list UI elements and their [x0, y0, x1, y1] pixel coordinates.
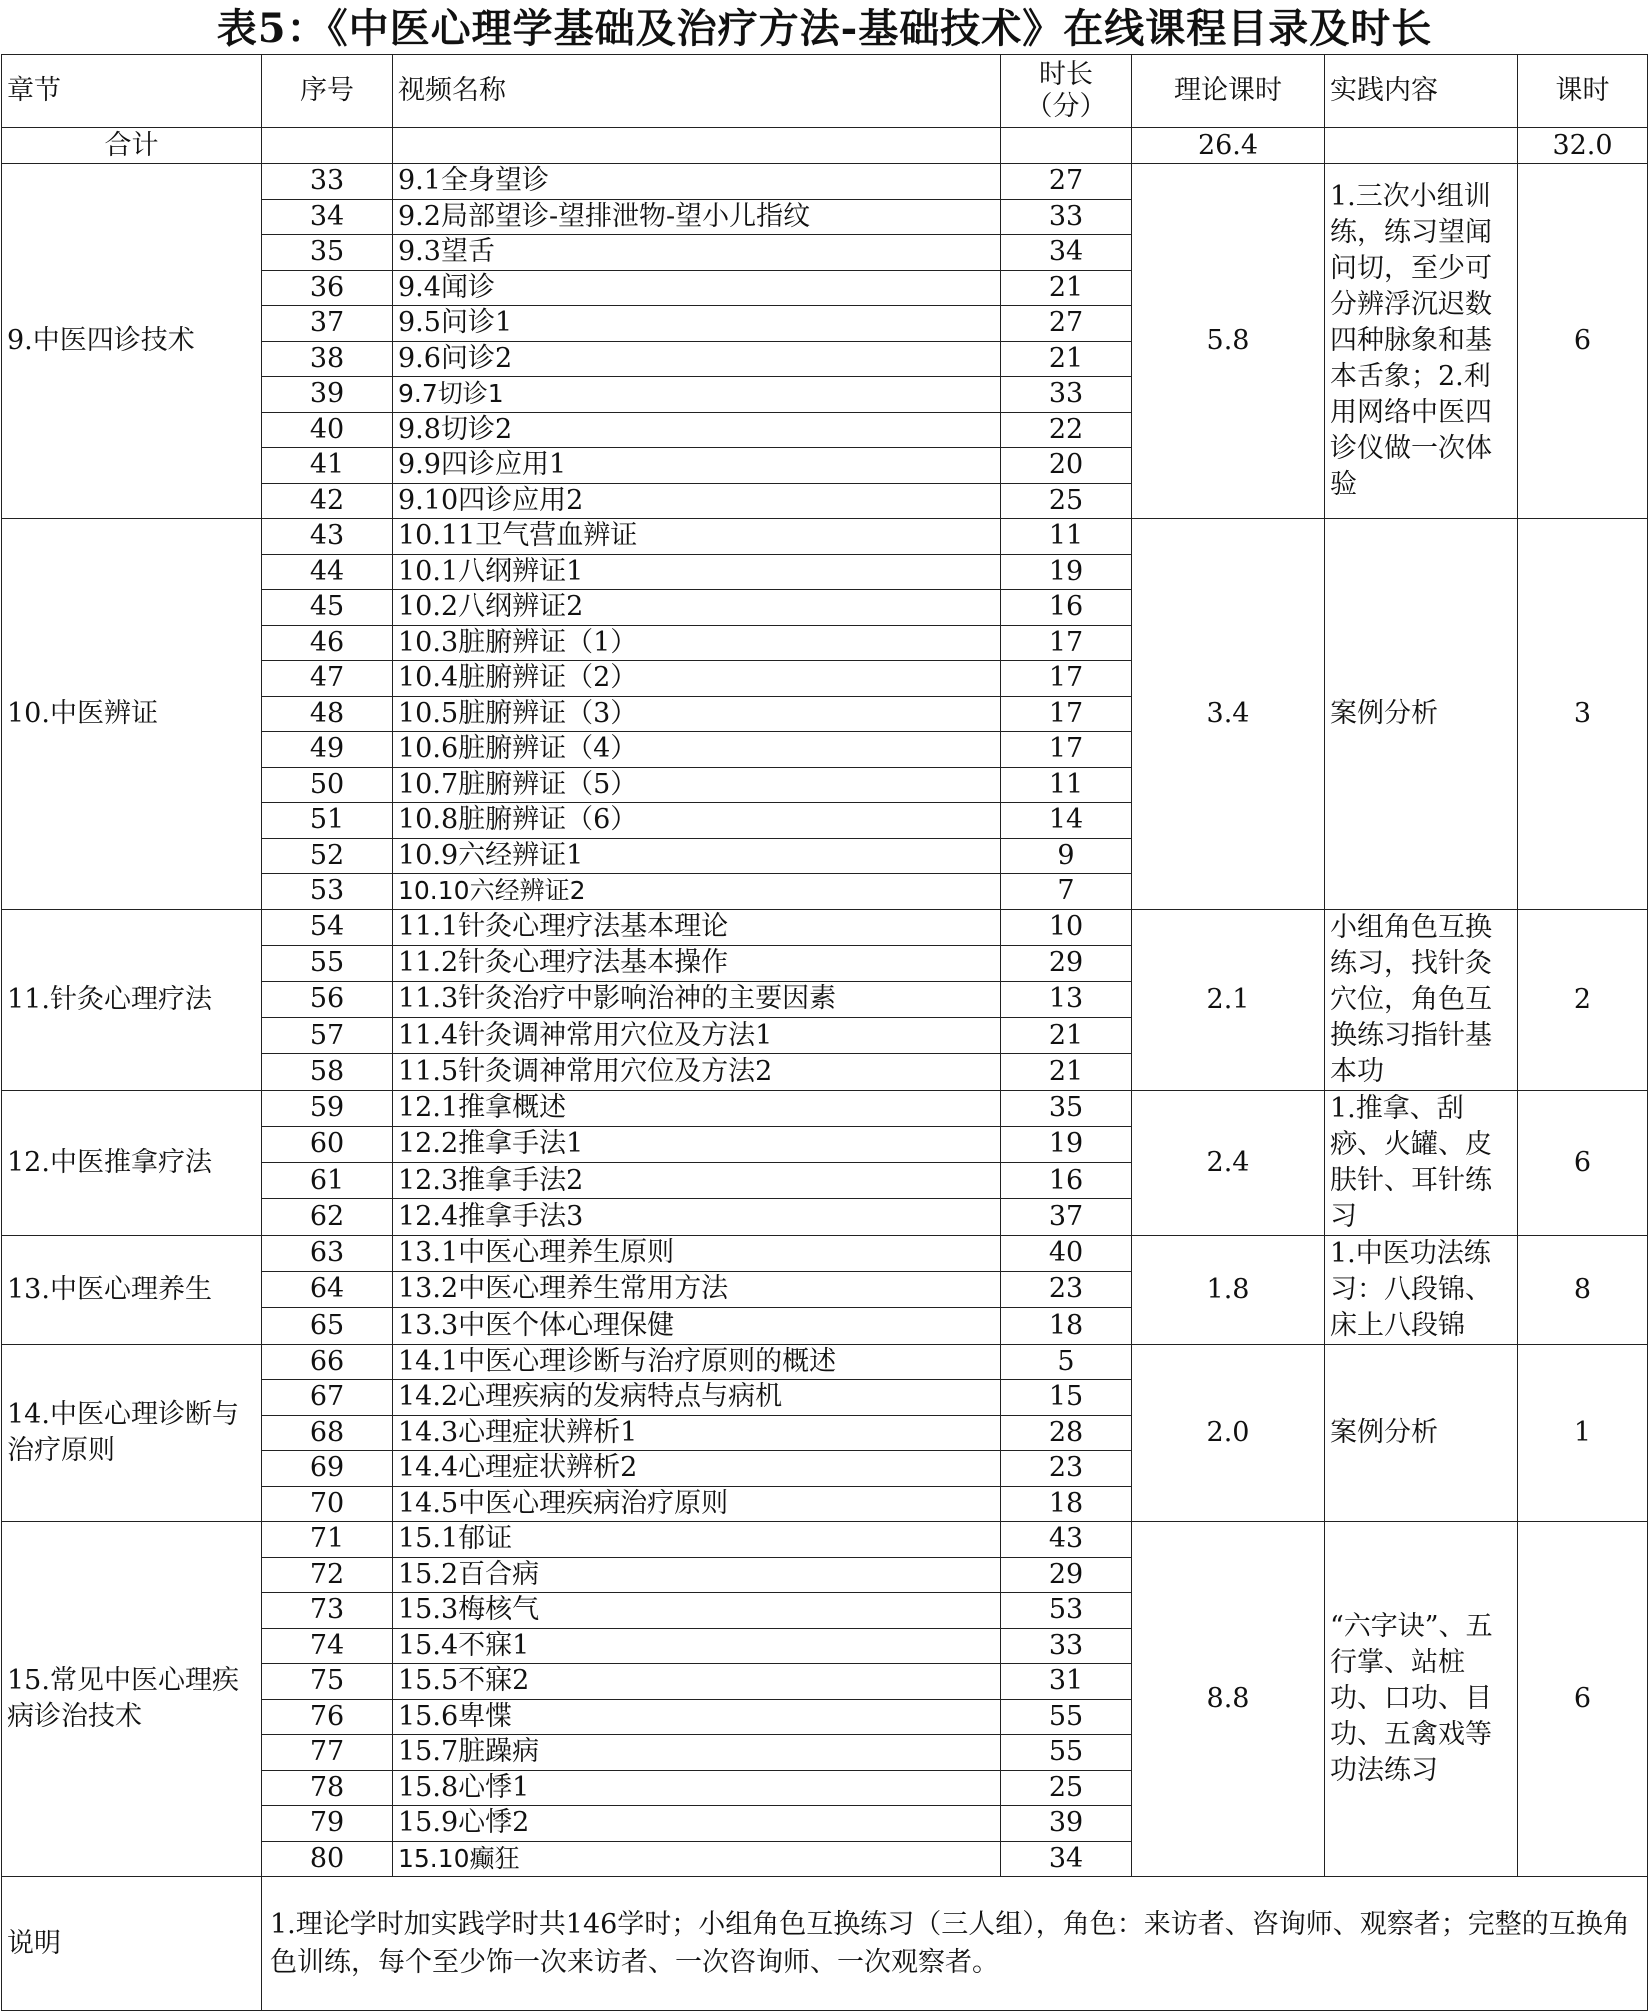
- video-name-cell: 9.8切诊2: [393, 412, 1001, 448]
- seq-cell: 58: [262, 1054, 393, 1090]
- seq-cell: 43: [262, 519, 393, 555]
- seq-cell: 33: [262, 164, 393, 200]
- duration-cell: 16: [1001, 590, 1132, 626]
- video-name-cell: 9.9四诊应用1: [393, 448, 1001, 484]
- seq-cell: 65: [262, 1308, 393, 1344]
- chapter-cell: 10.中医辨证: [2, 519, 262, 910]
- duration-cell: 15: [1001, 1380, 1132, 1416]
- video-name-cell: 10.1八纲辨证1: [393, 554, 1001, 590]
- duration-cell: 21: [1001, 270, 1132, 306]
- duration-cell: 18: [1001, 1308, 1132, 1344]
- seq-cell: 62: [262, 1199, 393, 1235]
- header-theory: 理论课时: [1132, 55, 1325, 128]
- seq-cell: 55: [262, 945, 393, 981]
- video-name-cell: 9.1全身望诊: [393, 164, 1001, 200]
- video-name-cell: 13.1中医心理养生原则: [393, 1235, 1001, 1271]
- video-name-cell: 12.3推拿手法2: [393, 1163, 1001, 1199]
- total-empty-practice: [1325, 128, 1518, 164]
- header-duration: [1001, 55, 1132, 128]
- duration-cell: 55: [1001, 1735, 1132, 1771]
- total-row: [2, 128, 1648, 164]
- duration-cell: 19: [1001, 554, 1132, 590]
- duration-cell: 37: [1001, 1199, 1132, 1235]
- practice-cell: 1.推拿、刮痧、火罐、皮肤针、耳针练习: [1325, 1090, 1518, 1235]
- header-video: 视频名称: [393, 55, 1001, 128]
- duration-cell: 22: [1001, 412, 1132, 448]
- seq-cell: 75: [262, 1664, 393, 1700]
- seq-cell: 36: [262, 270, 393, 306]
- video-name-cell: 15.3梅核气: [393, 1593, 1001, 1629]
- hours-cell: 3: [1518, 519, 1648, 910]
- practice-cell: “六字诀”、五行掌、站桩功、口功、目功、五禽戏等功法练习: [1325, 1522, 1518, 1877]
- duration-cell: 17: [1001, 696, 1132, 732]
- total-empty-duration: [1001, 128, 1132, 164]
- seq-cell: 67: [262, 1380, 393, 1416]
- video-name-cell: 10.10六经辨证2: [393, 874, 1001, 910]
- duration-cell: 23: [1001, 1451, 1132, 1487]
- seq-cell: 42: [262, 483, 393, 519]
- practice-cell: 案例分析: [1325, 519, 1518, 910]
- seq-cell: 52: [262, 838, 393, 874]
- header-duration-line1: 时长: [1039, 59, 1093, 90]
- hours-cell: 6: [1518, 164, 1648, 519]
- seq-cell: 47: [262, 661, 393, 697]
- seq-cell: 35: [262, 235, 393, 271]
- table-row: [2, 164, 1648, 200]
- duration-cell: 21: [1001, 1018, 1132, 1054]
- seq-cell: 38: [262, 341, 393, 377]
- video-name-cell: 15.8心悸1: [393, 1770, 1001, 1806]
- table-row: [2, 1522, 1648, 1558]
- duration-cell: 43: [1001, 1522, 1132, 1558]
- seq-cell: 59: [262, 1090, 393, 1126]
- seq-cell: 60: [262, 1126, 393, 1162]
- duration-cell: 11: [1001, 519, 1132, 555]
- video-name-cell: 9.6问诊2: [393, 341, 1001, 377]
- video-name-cell: 15.6卑惵: [393, 1699, 1001, 1735]
- video-name-cell: 15.1郁证: [393, 1522, 1001, 1558]
- video-name-cell: 9.3望舌: [393, 235, 1001, 271]
- table-row: [2, 909, 1648, 945]
- video-name-cell: 10.9六经辨证1: [393, 838, 1001, 874]
- video-name-cell: 12.1推拿概述: [393, 1090, 1001, 1126]
- video-name-cell: 14.1中医心理诊断与治疗原则的概述: [393, 1344, 1001, 1380]
- hours-cell: 6: [1518, 1522, 1648, 1877]
- note-text: 1.理论学时加实践学时共146学时；小组角色互换练习（三人组），角色：来访者、咨询师、观察者；完整的互换角色训练，每个至少饰一次来访者、一次咨询师、一次观察者。: [262, 1877, 1648, 2011]
- hours-cell: 2: [1518, 909, 1648, 1090]
- video-name-cell: 13.3中医个体心理保健: [393, 1308, 1001, 1344]
- seq-cell: 40: [262, 412, 393, 448]
- practice-cell: 1.中医功法练习：八段锦、床上八段锦: [1325, 1235, 1518, 1344]
- seq-cell: 34: [262, 199, 393, 235]
- seq-cell: 66: [262, 1344, 393, 1380]
- video-name-cell: 12.4推拿手法3: [393, 1199, 1001, 1235]
- duration-cell: 33: [1001, 1628, 1132, 1664]
- header-row: [2, 55, 1648, 128]
- video-name-cell: 10.5脏腑辨证（3）: [393, 696, 1001, 732]
- theory-hours-cell: 5.8: [1132, 164, 1325, 519]
- theory-hours-cell: 1.8: [1132, 1235, 1325, 1344]
- video-name-cell: 10.11卫气营血辨证: [393, 519, 1001, 555]
- note-row: [2, 1877, 1648, 2011]
- total-empty-video: [393, 128, 1001, 164]
- practice-cell: 案例分析: [1325, 1344, 1518, 1522]
- duration-cell: 11: [1001, 767, 1132, 803]
- duration-cell: 25: [1001, 483, 1132, 519]
- video-name-cell: 11.1针灸心理疗法基本理论: [393, 909, 1001, 945]
- seq-cell: 44: [262, 554, 393, 590]
- seq-cell: 63: [262, 1235, 393, 1271]
- video-name-cell: 10.3脏腑辨证（1）: [393, 625, 1001, 661]
- chapter-cell: 14.中医心理诊断与治疗原则: [2, 1344, 262, 1522]
- theory-hours-cell: 2.4: [1132, 1090, 1325, 1235]
- seq-cell: 73: [262, 1593, 393, 1629]
- seq-cell: 74: [262, 1628, 393, 1664]
- video-name-cell: 9.5问诊1: [393, 306, 1001, 342]
- seq-cell: 61: [262, 1163, 393, 1199]
- duration-cell: 39: [1001, 1806, 1132, 1842]
- seq-cell: 69: [262, 1451, 393, 1487]
- video-name-cell: 9.4闻诊: [393, 270, 1001, 306]
- duration-cell: 14: [1001, 803, 1132, 839]
- seq-cell: 77: [262, 1735, 393, 1771]
- seq-cell: 54: [262, 909, 393, 945]
- total-hours: 32.0: [1518, 128, 1648, 164]
- duration-cell: 13: [1001, 981, 1132, 1017]
- video-name-cell: 14.2心理疾病的发病特点与病机: [393, 1380, 1001, 1416]
- duration-cell: 23: [1001, 1271, 1132, 1307]
- hours-cell: 1: [1518, 1344, 1648, 1522]
- seq-cell: 64: [262, 1271, 393, 1307]
- practice-cell: 1.三次小组训练，练习望闻问切，至少可分辨浮沉迟数四种脉象和基本舌象；2.利用网络中医四诊仪做一次体验: [1325, 164, 1518, 519]
- duration-cell: 21: [1001, 341, 1132, 377]
- duration-cell: 34: [1001, 1841, 1132, 1877]
- video-name-cell: 14.4心理症状辨析2: [393, 1451, 1001, 1487]
- hours-cell: 6: [1518, 1090, 1648, 1235]
- chapter-cell: 11.针灸心理疗法: [2, 909, 262, 1090]
- duration-cell: 33: [1001, 377, 1132, 413]
- video-name-cell: 10.8脏腑辨证（6）: [393, 803, 1001, 839]
- seq-cell: 53: [262, 874, 393, 910]
- header-seq: 序号: [262, 55, 393, 128]
- video-name-cell: 12.2推拿手法1: [393, 1126, 1001, 1162]
- duration-cell: 29: [1001, 945, 1132, 981]
- header-chapter: 章节: [2, 55, 262, 128]
- video-name-cell: 15.4不寐1: [393, 1628, 1001, 1664]
- seq-cell: 71: [262, 1522, 393, 1558]
- duration-cell: 10: [1001, 909, 1132, 945]
- video-name-cell: 15.9心悸2: [393, 1806, 1001, 1842]
- chapter-cell: 9.中医四诊技术: [2, 164, 262, 519]
- video-name-cell: 10.2八纲辨证2: [393, 590, 1001, 626]
- video-name-cell: 14.5中医心理疾病治疗原则: [393, 1486, 1001, 1522]
- header-duration-line2: （分）: [1025, 91, 1107, 122]
- duration-cell: 34: [1001, 235, 1132, 271]
- video-name-cell: 9.7切诊1: [393, 377, 1001, 413]
- table-row: [2, 519, 1648, 555]
- seq-cell: 50: [262, 767, 393, 803]
- duration-cell: 53: [1001, 1593, 1132, 1629]
- seq-cell: 49: [262, 732, 393, 768]
- video-name-cell: 14.3心理症状辨析1: [393, 1415, 1001, 1451]
- duration-cell: 35: [1001, 1090, 1132, 1126]
- course-table: [1, 54, 1648, 2011]
- duration-cell: 33: [1001, 199, 1132, 235]
- video-name-cell: 13.2中医心理养生常用方法: [393, 1271, 1001, 1307]
- seq-cell: 39: [262, 377, 393, 413]
- duration-cell: 28: [1001, 1415, 1132, 1451]
- seq-cell: 70: [262, 1486, 393, 1522]
- table-row: [2, 1344, 1648, 1380]
- video-name-cell: 9.10四诊应用2: [393, 483, 1001, 519]
- video-name-cell: 10.7脏腑辨证（5）: [393, 767, 1001, 803]
- theory-hours-cell: 8.8: [1132, 1522, 1325, 1877]
- seq-cell: 78: [262, 1770, 393, 1806]
- duration-cell: 31: [1001, 1664, 1132, 1700]
- duration-cell: 7: [1001, 874, 1132, 910]
- duration-cell: 17: [1001, 732, 1132, 768]
- video-name-cell: 11.2针灸心理疗法基本操作: [393, 945, 1001, 981]
- theory-hours-cell: 2.0: [1132, 1344, 1325, 1522]
- seq-cell: 56: [262, 981, 393, 1017]
- seq-cell: 80: [262, 1841, 393, 1877]
- duration-cell: 40: [1001, 1235, 1132, 1271]
- total-empty-seq: [262, 128, 393, 164]
- duration-cell: 55: [1001, 1699, 1132, 1735]
- seq-cell: 79: [262, 1806, 393, 1842]
- seq-cell: 37: [262, 306, 393, 342]
- duration-cell: 17: [1001, 661, 1132, 697]
- duration-cell: 16: [1001, 1163, 1132, 1199]
- seq-cell: 68: [262, 1415, 393, 1451]
- seq-cell: 46: [262, 625, 393, 661]
- duration-cell: 17: [1001, 625, 1132, 661]
- duration-cell: 27: [1001, 306, 1132, 342]
- seq-cell: 51: [262, 803, 393, 839]
- duration-cell: 19: [1001, 1126, 1132, 1162]
- duration-cell: 9: [1001, 838, 1132, 874]
- header-practice: 实践内容: [1325, 55, 1518, 128]
- video-name-cell: 10.6脏腑辨证（4）: [393, 732, 1001, 768]
- seq-cell: 72: [262, 1557, 393, 1593]
- video-name-cell: 15.2百合病: [393, 1557, 1001, 1593]
- chapter-cell: 15.常见中医心理疾病诊治技术: [2, 1522, 262, 1877]
- video-name-cell: 15.10癫狂: [393, 1841, 1001, 1877]
- seq-cell: 45: [262, 590, 393, 626]
- table-row: [2, 1090, 1648, 1126]
- theory-hours-cell: 2.1: [1132, 909, 1325, 1090]
- video-name-cell: 15.7脏躁病: [393, 1735, 1001, 1771]
- seq-cell: 41: [262, 448, 393, 484]
- duration-cell: 29: [1001, 1557, 1132, 1593]
- duration-cell: 18: [1001, 1486, 1132, 1522]
- table-title: 表5：《中医心理学基础及治疗方法-基础技术》在线课程目录及时长: [216, 5, 1433, 52]
- seq-cell: 76: [262, 1699, 393, 1735]
- video-name-cell: 11.3针灸治疗中影响治神的主要因素: [393, 981, 1001, 1017]
- table-row: [2, 1235, 1648, 1271]
- seq-cell: 48: [262, 696, 393, 732]
- practice-cell: 小组角色互换练习，找针灸穴位，角色互换练习指针基本功: [1325, 909, 1518, 1090]
- hours-cell: 8: [1518, 1235, 1648, 1344]
- video-name-cell: 9.2局部望诊-望排泄物-望小儿指纹: [393, 199, 1001, 235]
- duration-cell: 21: [1001, 1054, 1132, 1090]
- video-name-cell: 11.4针灸调神常用穴位及方法1: [393, 1018, 1001, 1054]
- note-label: 说明: [2, 1877, 262, 2011]
- total-label: 合计: [2, 128, 262, 164]
- theory-hours-cell: 3.4: [1132, 519, 1325, 910]
- chapter-cell: 13.中医心理养生: [2, 1235, 262, 1344]
- video-name-cell: 15.5不寐2: [393, 1664, 1001, 1700]
- seq-cell: 57: [262, 1018, 393, 1054]
- duration-cell: 25: [1001, 1770, 1132, 1806]
- duration-cell: 5: [1001, 1344, 1132, 1380]
- video-name-cell: 11.5针灸调神常用穴位及方法2: [393, 1054, 1001, 1090]
- duration-cell: 27: [1001, 164, 1132, 200]
- total-theory: 26.4: [1132, 128, 1325, 164]
- header-hours: 课时: [1518, 55, 1648, 128]
- duration-cell: 20: [1001, 448, 1132, 484]
- video-name-cell: 10.4脏腑辨证（2）: [393, 661, 1001, 697]
- chapter-cell: 12.中医推拿疗法: [2, 1090, 262, 1235]
